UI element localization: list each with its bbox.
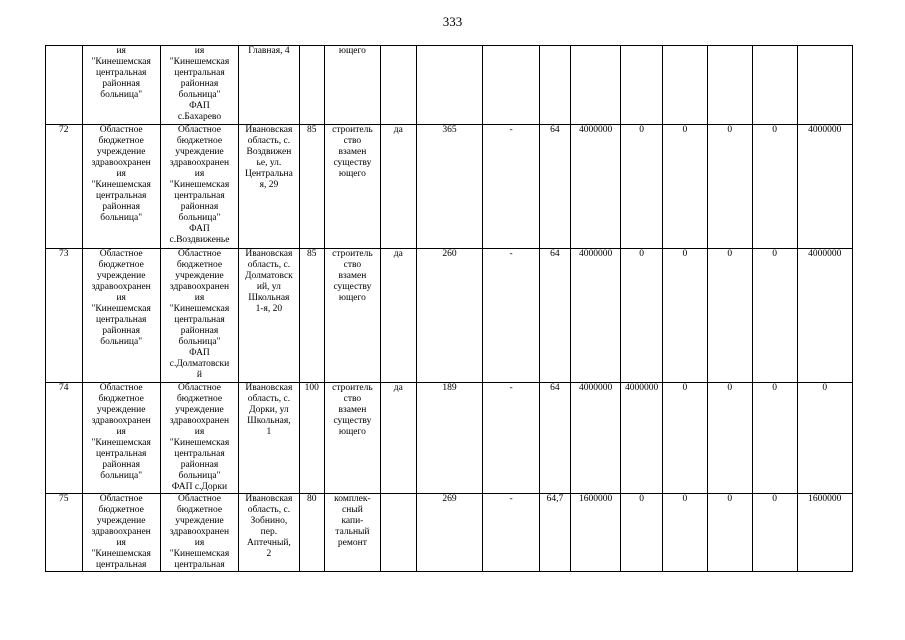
table-cell-c7 [416, 46, 483, 125]
table-cell-org: ия "Кинешемская центральная районная больница" [82, 46, 160, 125]
table-cell-org: Областное бюджетное учреждение здравоохранен ия "Кинешемская центральная районная больница" [82, 249, 160, 383]
table-cell-c9: 64,7 [539, 494, 570, 572]
table-cell-obj: Областное бюджетное учреждение здравоохранен ия "Кинешемская центральная районная больница" ФАП с.Дорки [160, 383, 238, 494]
table-cell-c11: 4000000 [621, 383, 663, 494]
table-cell-c12: 0 [662, 125, 707, 249]
table-cell-c9: 64 [539, 383, 570, 494]
table-cell-c10: 1600000 [571, 494, 621, 572]
table-cell-org: Областное бюджетное учреждение здравоохранен ия "Кинешемская центральная [82, 494, 160, 572]
table-cell-num: 73 [46, 249, 83, 383]
table-cell-work: ющего [324, 46, 380, 125]
table-cell-c8: - [483, 383, 539, 494]
table-cell-c14: 0 [752, 125, 797, 249]
table-cell-c7: 365 [416, 125, 483, 249]
table-cell-c10: 4000000 [571, 383, 621, 494]
table-cell-c10 [571, 46, 621, 125]
table-cell-obj: Областное бюджетное учреждение здравоохранен ия "Кинешемская центральная районная больница" ФАП с.Воздвиженье [160, 125, 238, 249]
table-cell-c7: 260 [416, 249, 483, 383]
table-cell-area: 80 [299, 494, 324, 572]
table-row [46, 494, 853, 572]
table-cell-c8 [483, 46, 539, 125]
table-cell-c14 [752, 46, 797, 125]
table-cell-c11: 0 [621, 125, 663, 249]
table-cell-c15: 4000000 [797, 249, 852, 383]
table-cell-c13: 0 [707, 494, 752, 572]
table-cell-addr: Ивановская область, с. Зобнино, пер. Аптечный, 2 [239, 494, 300, 572]
table-cell-work: строитель ство взамен существу ющего [324, 383, 380, 494]
table-cell-c12: 0 [662, 249, 707, 383]
table-cell-c11 [621, 46, 663, 125]
table-cell-flag: да [381, 125, 416, 249]
table-cell-addr: Ивановская область, с. Дорки, ул Школьная, 1 [239, 383, 300, 494]
table-cell-c11: 0 [621, 249, 663, 383]
table-cell-work: строитель ство взамен существу ющего [324, 125, 380, 249]
table-cell-c15: 0 [797, 383, 852, 494]
table-cell-obj: Областное бюджетное учреждение здравоохранен ия "Кинешемская центральная районная больница" ФАП с.Долматовски й [160, 249, 238, 383]
table-cell-c9: 64 [539, 125, 570, 249]
data-table [45, 45, 853, 572]
table-cell-c15 [797, 46, 852, 125]
table-cell-c12 [662, 46, 707, 125]
table-cell-c9 [539, 46, 570, 125]
table-cell-c11: 0 [621, 494, 663, 572]
table-cell-c10: 4000000 [571, 249, 621, 383]
table-cell-c15: 4000000 [797, 125, 852, 249]
table-cell-area: 85 [299, 125, 324, 249]
table-cell-c7: 269 [416, 494, 483, 572]
table-cell-c13: 0 [707, 383, 752, 494]
table-cell-num: 74 [46, 383, 83, 494]
table-cell-num: 72 [46, 125, 83, 249]
table-cell-flag [381, 494, 416, 572]
table-cell-work: строитель ство взамен существу ющего [324, 249, 380, 383]
table-cell-c15: 1600000 [797, 494, 852, 572]
table-cell-flag: да [381, 249, 416, 383]
table-cell-addr: Главная, 4 [239, 46, 300, 125]
table-cell-c10: 4000000 [571, 125, 621, 249]
table-cell-area: 100 [299, 383, 324, 494]
table-cell-c12: 0 [662, 494, 707, 572]
table-cell-c12: 0 [662, 383, 707, 494]
table-cell-c8: - [483, 125, 539, 249]
page-number: 333 [442, 14, 463, 29]
table-cell-c13 [707, 46, 752, 125]
table-cell-area: 85 [299, 249, 324, 383]
table-cell-num [46, 46, 83, 125]
table-cell-c13: 0 [707, 125, 752, 249]
table-cell-addr: Ивановская область, с. Долматовск ий, ул Школьная 1-я, 20 [239, 249, 300, 383]
table-cell-work: комплек- сный капи- тальный ремонт [324, 494, 380, 572]
table-row [46, 249, 853, 383]
table-cell-c13: 0 [707, 249, 752, 383]
table-cell-flag: да [381, 383, 416, 494]
table-cell-c14: 0 [752, 383, 797, 494]
table-cell-obj: Областное бюджетное учреждение здравоохранен ия "Кинешемская центральная [160, 494, 238, 572]
table-cell-area [299, 46, 324, 125]
table-cell-org: Областное бюджетное учреждение здравоохранен ия "Кинешемская центральная районная больница" [82, 125, 160, 249]
table-cell-c14: 0 [752, 249, 797, 383]
table-cell-obj: ия "Кинешемская центральная районная больница" ФАП с.Бахарево [160, 46, 238, 125]
table-cell-addr: Ивановская область, с. Воздвижен ье, ул. Центральна я, 29 [239, 125, 300, 249]
table-cell-flag [381, 46, 416, 125]
table-cell-org: Областное бюджетное учреждение здравоохранен ия "Кинешемская центральная районная больница" [82, 383, 160, 494]
table-row [46, 125, 853, 249]
table-cell-c7: 189 [416, 383, 483, 494]
table-cell-c8: - [483, 494, 539, 572]
table-row [46, 46, 853, 125]
table-cell-c14: 0 [752, 494, 797, 572]
table-cell-c9: 64 [539, 249, 570, 383]
table-row [46, 383, 853, 494]
table-cell-c8: - [483, 249, 539, 383]
table-cell-num: 75 [46, 494, 83, 572]
